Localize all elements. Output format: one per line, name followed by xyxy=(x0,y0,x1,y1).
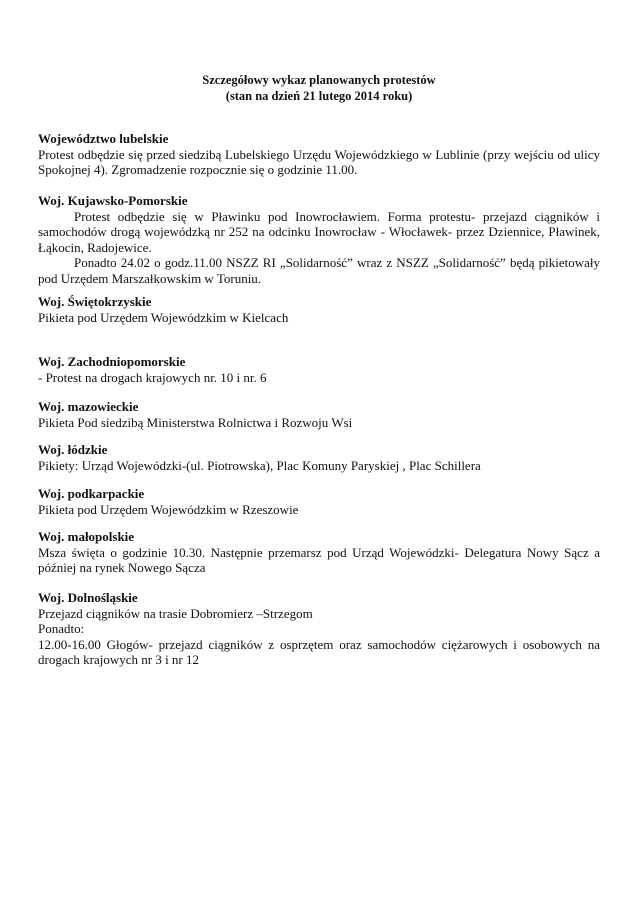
section-heading: Woj. Zachodniopomorskie xyxy=(38,354,186,369)
section-kujawsko-pomorskie xyxy=(38,193,600,286)
section-heading: Woj. małopolskie xyxy=(38,529,135,544)
section-heading: Woj. Kujawsko-Pomorskie xyxy=(38,193,188,208)
section-podkarpackie xyxy=(38,486,600,517)
section-text: Pikiety: Urząd Wojewódzki-(ul. Piotrowska), Plac Komuny Paryskiej , Plac Schillera xyxy=(38,457,481,473)
section-text: - Protest na drogach krajowych nr. 10 i nr. 6 xyxy=(38,369,267,385)
section-text: Protest odbędzie się w Pławinku pod Inowrocławiem. Forma protestu- przejazd ciągników i samochodów drogą wojewódzką nr 252 na odcinku Inowrocław - Włocławek- przez Dziennice, Pławinek, Łąkocin, Radojewice. xyxy=(38,208,600,255)
document-title xyxy=(38,72,600,104)
section-text: Przejazd ciągników na trasie Dobromierz –Strzegom xyxy=(38,605,313,621)
section-text: Ponadto: xyxy=(38,621,85,636)
section-heading: Woj. łódzkie xyxy=(38,442,108,457)
section-malopolskie xyxy=(38,529,600,576)
section-text: 12.00-16.00 Głogów- przejazd ciągników z osprzętem oraz samochodów ciężarowych i osobowych na drogach krajowych nr 3 i nr 12 xyxy=(38,636,600,667)
section-lodzkie xyxy=(38,442,600,473)
section-heading: Woj. mazowieckie xyxy=(38,399,139,414)
title-line-2: (stan na dzień 21 lutego 2014 roku) xyxy=(225,89,413,103)
section-zachodniopomorskie xyxy=(38,354,600,385)
section-lubelskie xyxy=(38,131,600,178)
section-text: Protest odbędzie się przed siedzibą Lubelskiego Urzędu Wojewódzkiego w Lublinie (przy wejściu od ulicy Spokojnej 4). Zgromadzenie rozpocznie się o godzinie 11.00. xyxy=(38,146,600,177)
section-heading: Woj. Świętokrzyskie xyxy=(38,294,152,309)
section-text: Pikieta pod Urzędem Wojewódzkim w Kielcach xyxy=(38,309,289,325)
section-text: Ponadto 24.02 o godz.11.00 NSZZ RI „Solidarność” wraz z NSZZ „Solidarność” będą pikietowały pod Urzędem Marszałkowskim w Toruniu. xyxy=(38,255,600,286)
title-line-1: Szczegółowy wykaz planowanych protestów xyxy=(202,73,436,87)
section-text: Pikieta pod Urzędem Wojewódzkim w Rzeszowie xyxy=(38,501,299,517)
section-mazowieckie xyxy=(38,399,600,430)
section-dolnoslaskie xyxy=(38,590,600,668)
section-heading: Woj. Dolnośląskie xyxy=(38,590,138,605)
section-text: Pikieta Pod siedzibą Ministerstwa Rolnictwa i Rozwoju Wsi xyxy=(38,414,353,430)
section-swietokrzyskie xyxy=(38,294,600,325)
section-heading: Województwo lubelskie xyxy=(38,131,169,146)
section-text: Msza święta o godzinie 10.30. Następnie przemarsz pod Urząd Wojewódzki- Delegatura Nowy Sącz a później na rynek Nowego Sącza xyxy=(38,544,600,575)
section-heading: Woj. podkarpackie xyxy=(38,486,145,501)
